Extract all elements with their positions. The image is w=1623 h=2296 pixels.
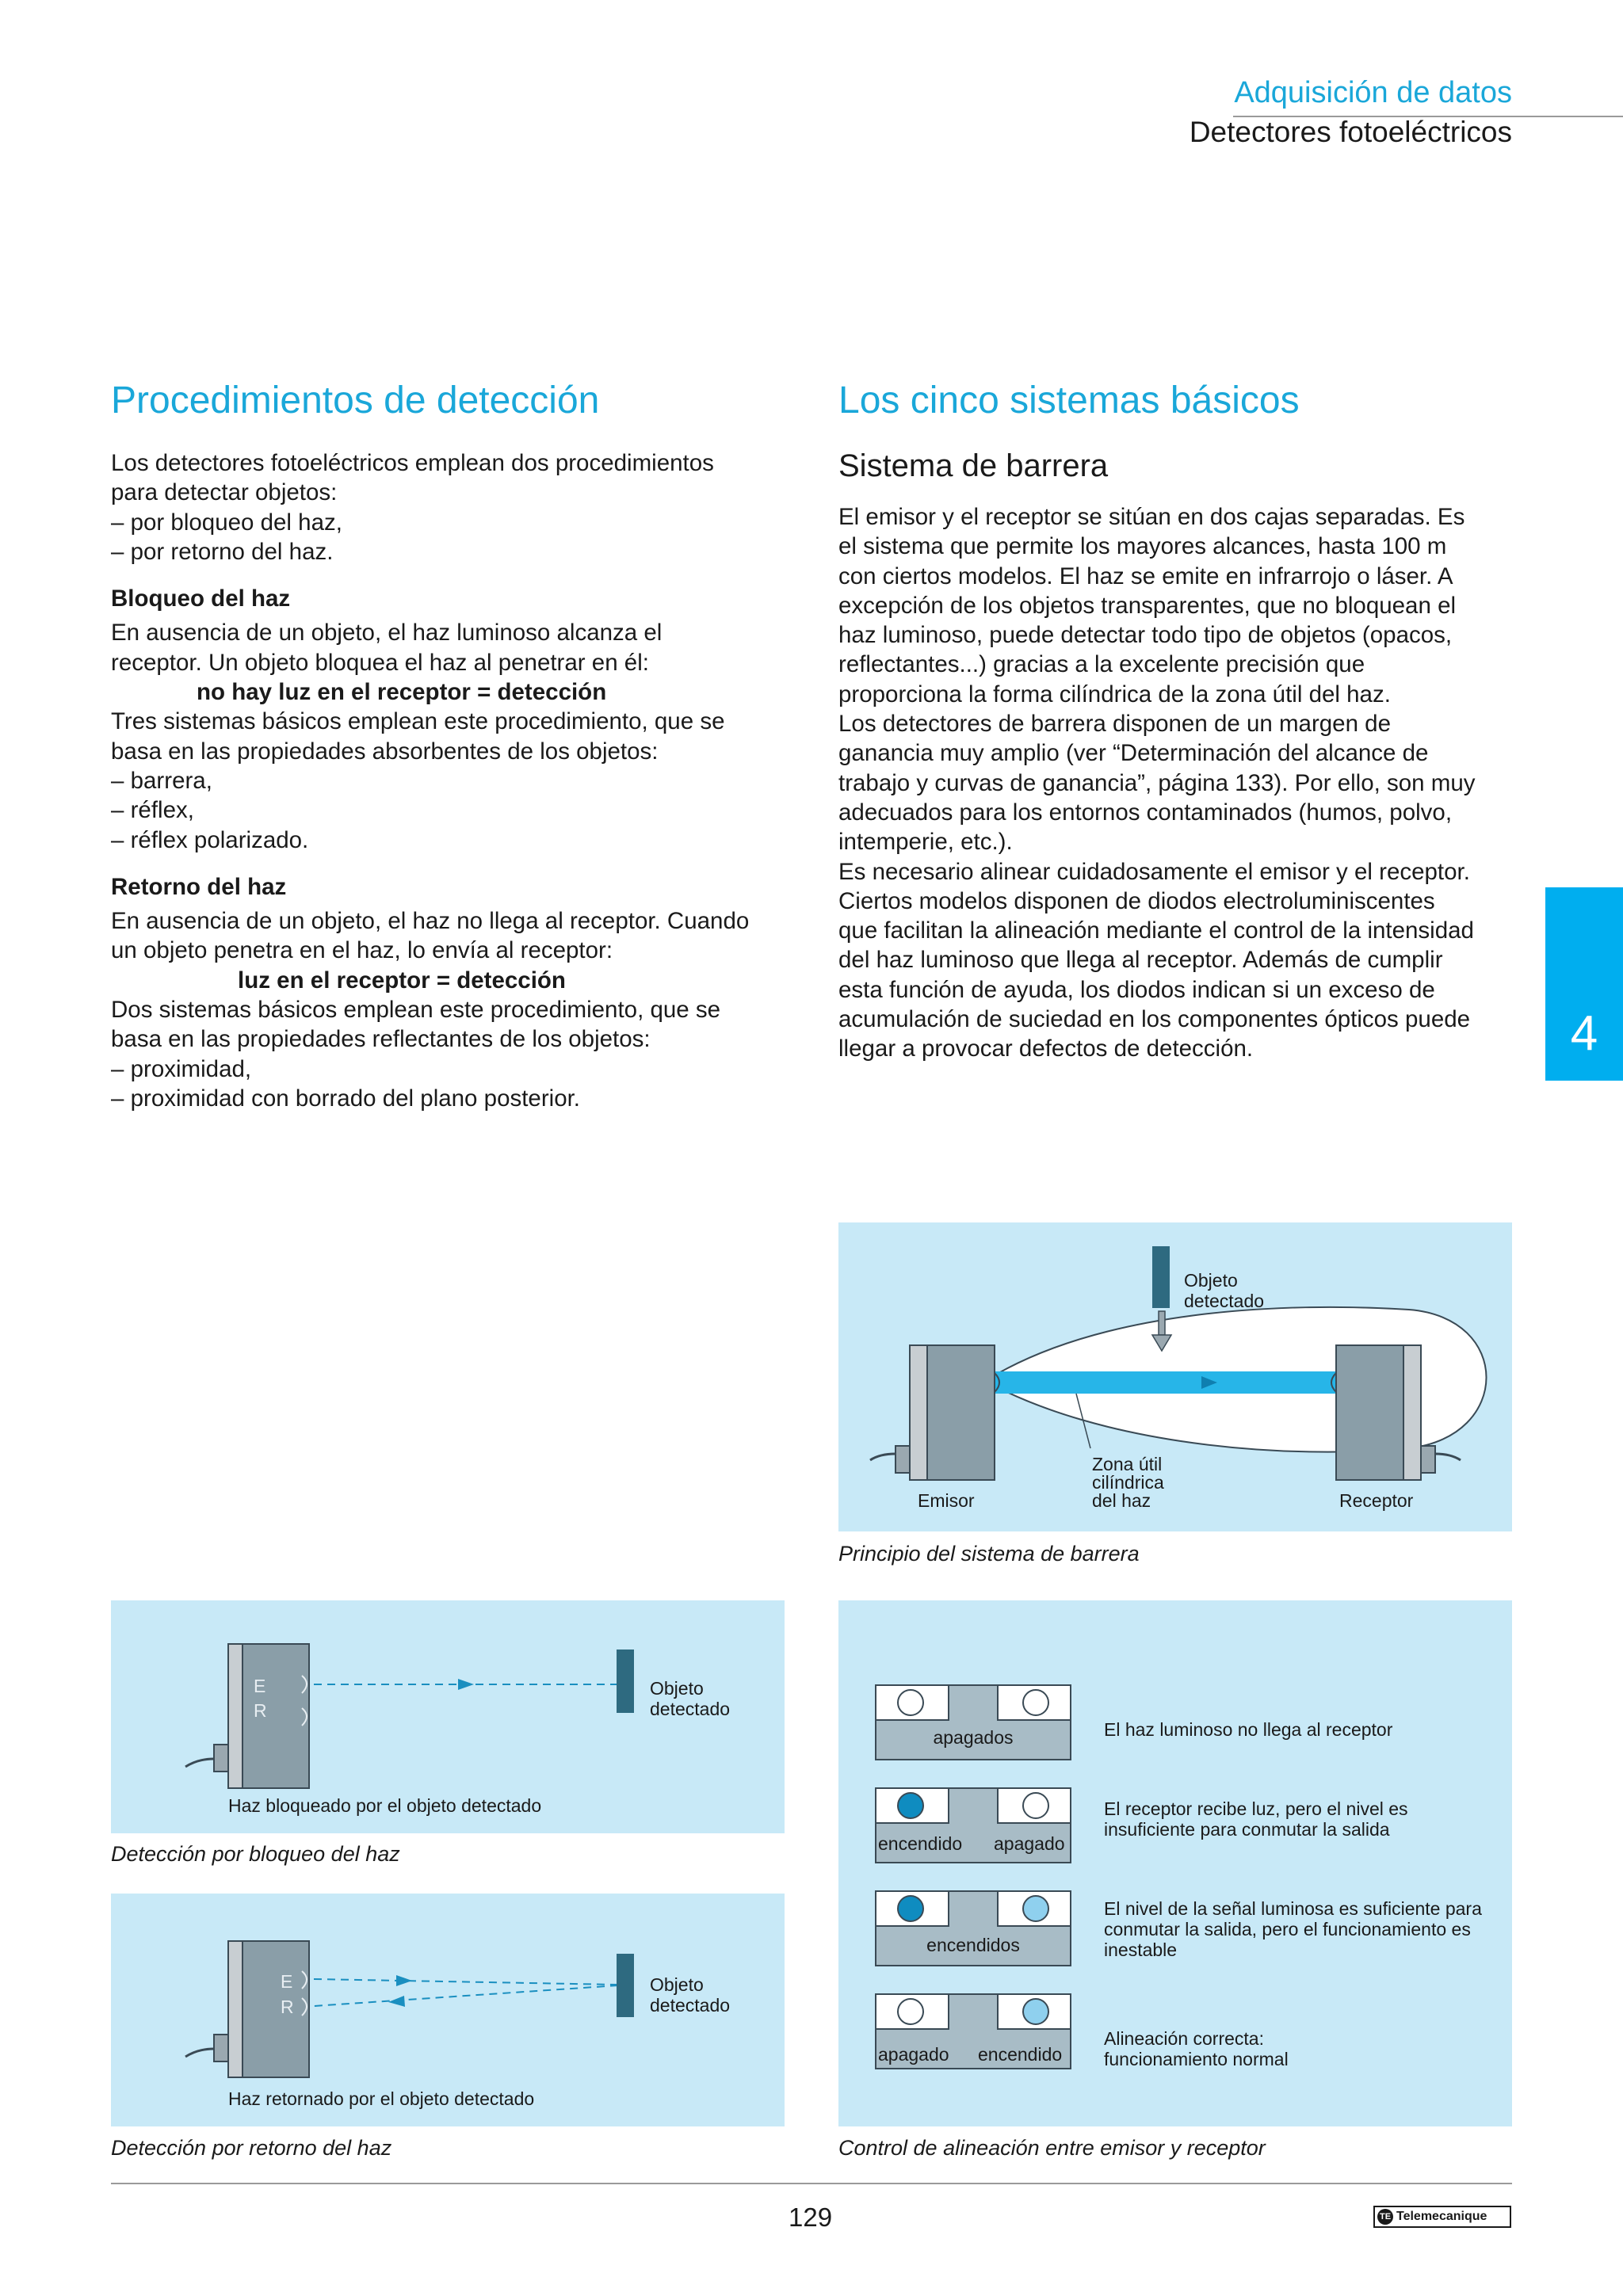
- barrier-caption: Principio del sistema de barrera: [838, 1542, 1140, 1566]
- emitter-connector: [896, 1446, 910, 1473]
- sensor-connector: [214, 1745, 228, 1772]
- body-line: esta función de ayuda, los diodos indican si un exceso de: [838, 976, 1435, 1003]
- led-left: [897, 1689, 924, 1716]
- body-line: que facilitan la alineación mediante el control de la intensidad: [838, 917, 1474, 944]
- sensor-body: [242, 1644, 309, 1788]
- body-line: Los detectores de barrera disponen de un margen de: [838, 711, 1391, 738]
- blocking-caption: Detección por bloqueo del haz: [111, 1842, 400, 1866]
- brand-name: Telemecanique: [1396, 2210, 1487, 2223]
- block-line: En ausencia de un objeto, el haz luminoso alcanza el: [111, 620, 663, 646]
- alignment-figure: [838, 1600, 1512, 2126]
- r-label: R: [281, 1997, 294, 2017]
- body-line: Ciertos modelos disponen de diodos electroluminiscentes: [838, 887, 1435, 914]
- body-line: adecuados para los entornos contaminados (humos, polvo,: [838, 799, 1453, 826]
- sensor-cable: [185, 2049, 214, 2057]
- sensor-connector: [214, 2035, 228, 2061]
- led-left: [897, 1792, 924, 1819]
- block-rule: no hay luz en el receptor = detección: [197, 679, 607, 706]
- left-column: [111, 448, 808, 1113]
- returned-beam: [314, 1985, 618, 2006]
- r-label: R: [254, 1700, 267, 1721]
- led-right: [1022, 1998, 1049, 2025]
- return-line: un objeto penetra en el haz, lo envía al receptor:: [111, 937, 613, 964]
- right-subtitle: Sistema de barrera: [838, 448, 1109, 483]
- body-line: el sistema que permite los mayores alcances, hasta 100 m: [838, 533, 1447, 560]
- block-heading: Bloqueo del haz: [111, 585, 291, 612]
- emitter-body: [927, 1345, 995, 1480]
- receiver-body: [1336, 1345, 1403, 1480]
- beam-arrow: [458, 1679, 474, 1690]
- right-title: Los cinco sistemas básicos: [838, 379, 1300, 421]
- emitter-cable: [870, 1454, 896, 1460]
- block-line: Tres sistemas básicos emplean este procedimiento, que se: [111, 708, 725, 735]
- body-line: del haz luminoso que llega al receptor. Además de cumplir: [838, 947, 1443, 974]
- section-tab[interactable]: [1545, 887, 1623, 1081]
- e-label: E: [281, 1971, 293, 1992]
- blocking-figure: [111, 1600, 785, 1833]
- led-right: [1022, 1792, 1049, 1819]
- led-state-right: encendido: [978, 2044, 1063, 2065]
- footer-rule: [111, 2183, 1512, 2184]
- return-line: Dos sistemas básicos emplean este procedimiento, que se: [111, 997, 721, 1024]
- object-block: [617, 1650, 634, 1713]
- body-line: intemperie, etc.).: [838, 829, 1013, 856]
- row-description: El receptor recibe luz, pero el nivel es insuficiente para conmutar la salida: [1104, 1798, 1408, 1840]
- receiver-label: Receptor: [1339, 1490, 1414, 1511]
- body-line: haz luminoso, puede detectar todo tipo de objetos (opacos,: [838, 622, 1453, 649]
- emitted-arrow: [396, 1975, 412, 1986]
- led-state-left: encendido: [878, 1833, 963, 1854]
- led-state-right: apagado: [994, 1833, 1065, 1854]
- sensor-body: [242, 1941, 309, 2077]
- body-line: excepción de los objetos transparentes, que no bloquean el: [838, 592, 1457, 619]
- object-arrow-shaft: [1159, 1311, 1165, 1335]
- emitted-beam: [314, 1979, 618, 1985]
- return-line: basa en las propiedades reflectantes de los objetos:: [111, 1026, 651, 1053]
- beam-label: Haz bloqueado por el objeto detectado: [228, 1795, 542, 1816]
- return-line: En ausencia de un objeto, el haz no llega al receptor. Cuando: [111, 908, 750, 935]
- receiver-connector: [1421, 1446, 1435, 1473]
- row-description: El haz luminoso no llega al receptor: [1104, 1719, 1393, 1740]
- return-line: – proximidad con borrado del plano posterior.: [111, 1085, 581, 1112]
- led-state: apagados: [933, 1727, 1014, 1748]
- body-line: trabajo y curvas de ganancia”, página 133). Por ello, son muy: [838, 769, 1476, 796]
- returned-arrow: [388, 1996, 405, 2007]
- alignment-caption: Control de alineación entre emisor y receptor: [838, 2136, 1266, 2160]
- led-right: [1022, 1689, 1049, 1716]
- led-state-left: apagado: [878, 2044, 949, 2065]
- body-line: reflectantes...) gracias a la excelente precisión que: [838, 651, 1365, 678]
- block-line: receptor. Un objeto bloquea el haz al penetrar en él:: [111, 649, 649, 676]
- page-number: 129: [789, 2203, 833, 2232]
- receiver-cable: [1435, 1454, 1461, 1460]
- beam-label: Haz retornado por el objeto detectado: [228, 2088, 535, 2109]
- return-line: – proximidad,: [111, 1055, 252, 1082]
- brand-logo: [1373, 2206, 1511, 2228]
- sensor-back: [228, 1941, 242, 2077]
- return-caption: Detección por retorno del haz: [111, 2136, 392, 2160]
- barrier-figure: [838, 1222, 1512, 1531]
- intro-line: para detectar objetos:: [111, 479, 338, 506]
- zone-label: Zona útil cilíndrica del haz: [1092, 1454, 1164, 1511]
- led-state: encendidos: [926, 1935, 1020, 1955]
- barrier-diagram: [838, 1222, 1512, 1531]
- emitter-back: [910, 1345, 927, 1480]
- block-line: basa en las propiedades absorbentes de los objetos:: [111, 738, 659, 765]
- body-line: proporciona la forma cilíndrica de la zona útil del haz.: [838, 681, 1391, 707]
- header-category: Adquisición de datos: [1234, 76, 1512, 109]
- object-label: Objeto detectado: [1184, 1270, 1265, 1311]
- e-label: E: [254, 1676, 266, 1696]
- body-line: Es necesario alinear cuidadosamente el emisor y el receptor.: [838, 858, 1470, 885]
- return-rule: luz en el receptor = detección: [238, 967, 566, 994]
- block-line: – barrera,: [111, 767, 212, 794]
- header-subcategory: Detectores fotoeléctricos: [1189, 116, 1512, 148]
- return-figure: [111, 1894, 785, 2126]
- body-line: acumulación de suciedad en los componentes ópticos puede: [838, 1006, 1471, 1033]
- section-number: 4: [1570, 1006, 1598, 1061]
- sensor-cable: [185, 1759, 214, 1767]
- body-line: ganancia muy amplio (ver “Determinación del alcance de: [838, 740, 1429, 767]
- row-description: Alineación correcta: funcionamiento normal: [1104, 2028, 1289, 2069]
- object-label: Objeto detectado: [650, 1974, 731, 2016]
- receiver-back: [1403, 1345, 1421, 1480]
- body-line: llegar a provocar defectos de detección.: [838, 1035, 1254, 1062]
- intro-line: – por retorno del haz.: [111, 538, 334, 565]
- led-left: [897, 1998, 924, 2025]
- led-left: [897, 1895, 924, 1922]
- block-line: – réflex,: [111, 797, 194, 824]
- object-block: [1152, 1246, 1170, 1308]
- object-block: [617, 1954, 634, 2017]
- left-title: Procedimientos de detección: [111, 379, 600, 421]
- row-description: El nivel de la señal luminosa es suficiente para conmutar la salida, pero el funcionamiento es inestable: [1104, 1898, 1482, 1960]
- led-right: [1022, 1895, 1049, 1922]
- body-line: con ciertos modelos. El haz se emite en infrarrojo o láser. A: [838, 563, 1453, 589]
- intro-line: Los detectores fotoeléctricos emplean dos procedimientos: [111, 450, 714, 476]
- return-heading: Retorno del haz: [111, 873, 287, 900]
- right-column: [838, 502, 1536, 1064]
- brand-icon: TE: [1377, 2209, 1393, 2225]
- sensor-back: [228, 1644, 242, 1788]
- intro-line: – por bloqueo del haz,: [111, 509, 342, 536]
- block-line: – réflex polarizado.: [111, 826, 309, 853]
- emitter-label: Emisor: [918, 1490, 975, 1511]
- object-label: Objeto detectado: [650, 1678, 731, 1719]
- body-line: El emisor y el receptor se sitúan en dos cajas separadas. Es: [838, 504, 1465, 530]
- useful-beam: [993, 1371, 1389, 1394]
